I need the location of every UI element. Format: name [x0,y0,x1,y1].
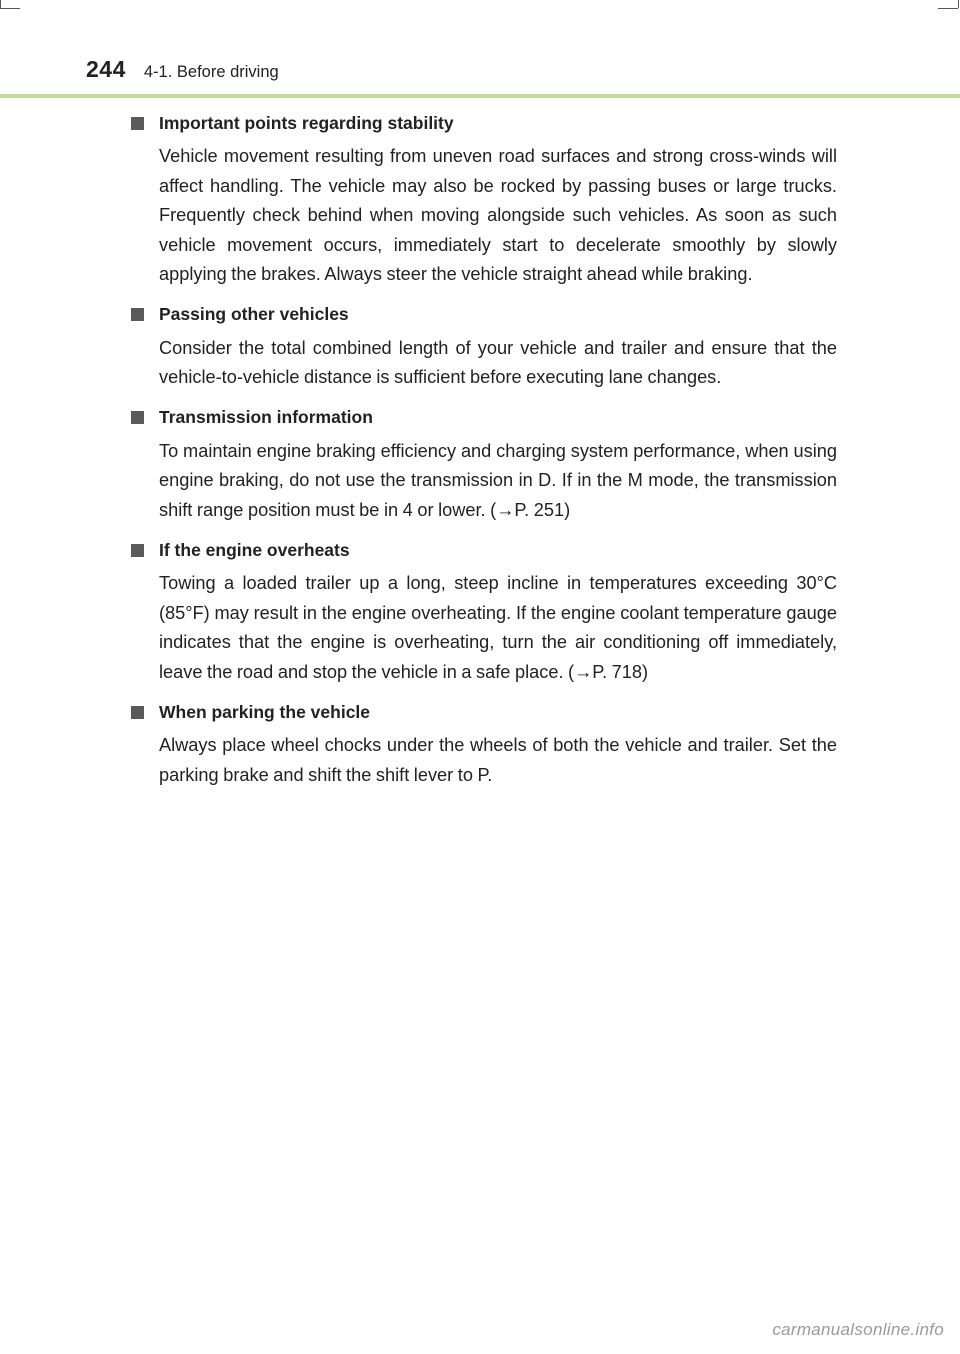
square-bullet-icon [131,544,144,557]
crop-mark-top-left [0,0,1,8]
section-title [131,403,837,433]
section-body: To maintain engine braking efficiency and charging system performance, when using engine braking, do not use the transmission in D. If in the M mode, the transmission shift range position must be in 4 or lower. (→P. 251) [159,440,837,520]
square-bullet-icon [131,308,144,321]
section-title-text: If the engine overheats [159,539,350,560]
section-body: Consider the total combined length of your vehicle and trailer and ensure that the vehicle-to-vehicle distance is sufficient before executing lane changes. [159,337,837,387]
section-overheat [131,535,837,687]
crop-mark-top-right [958,0,959,8]
section-stability [131,108,837,290]
page-number: 244 [86,56,126,82]
page-header [86,56,279,92]
section-title [131,697,837,727]
crop-mark-top-right-h [938,8,958,9]
section-title-text: When parking the vehicle [159,701,371,722]
section-title-text: Important points regarding stability [159,112,454,133]
square-bullet-icon [131,706,144,719]
watermark: carmanualsonline.info [772,1320,944,1339]
chapter-label: 4-1. Before driving [143,63,279,81]
section-title-text: Passing other vehicles [159,304,349,324]
square-bullet-icon [131,411,144,424]
section-transmission [131,403,837,526]
section-passing [131,300,837,393]
header-rule [0,94,960,98]
section-title-text: Transmission information [159,407,373,427]
square-bullet-icon [131,117,144,130]
section-body: Always place wheel chocks under the wheels of both the vehicle and trailer. Set the parking brake and shift the shift lever to P. [159,735,837,785]
section-parking [131,697,837,790]
section-title [131,535,837,565]
page-content [131,108,837,800]
section-title [131,300,837,330]
section-title [131,108,837,138]
section-body: Towing a loaded trailer up a long, steep incline in temperatures exceeding 30°C (85°F) may result in the engine overheating. If the engine coolant temperature gauge indicates that the engine is overheating, turn the air conditioning off immediately, leave the road and stop the vehicle in a safe place. (→P. 718) [159,573,837,682]
crop-mark-top-left-h [0,8,20,9]
section-body: Vehicle movement resulting from uneven road surfaces and strong cross-winds will affect handling. The vehicle may also be rocked by passing buses or large trucks. Frequently check behind when moving alongside such vehicles. As soon as such vehicle movement occurs, immediately start to decelerate smoothly by slowly applying the brakes. Always steer the vehicle straight ahead while braking. [159,146,837,284]
